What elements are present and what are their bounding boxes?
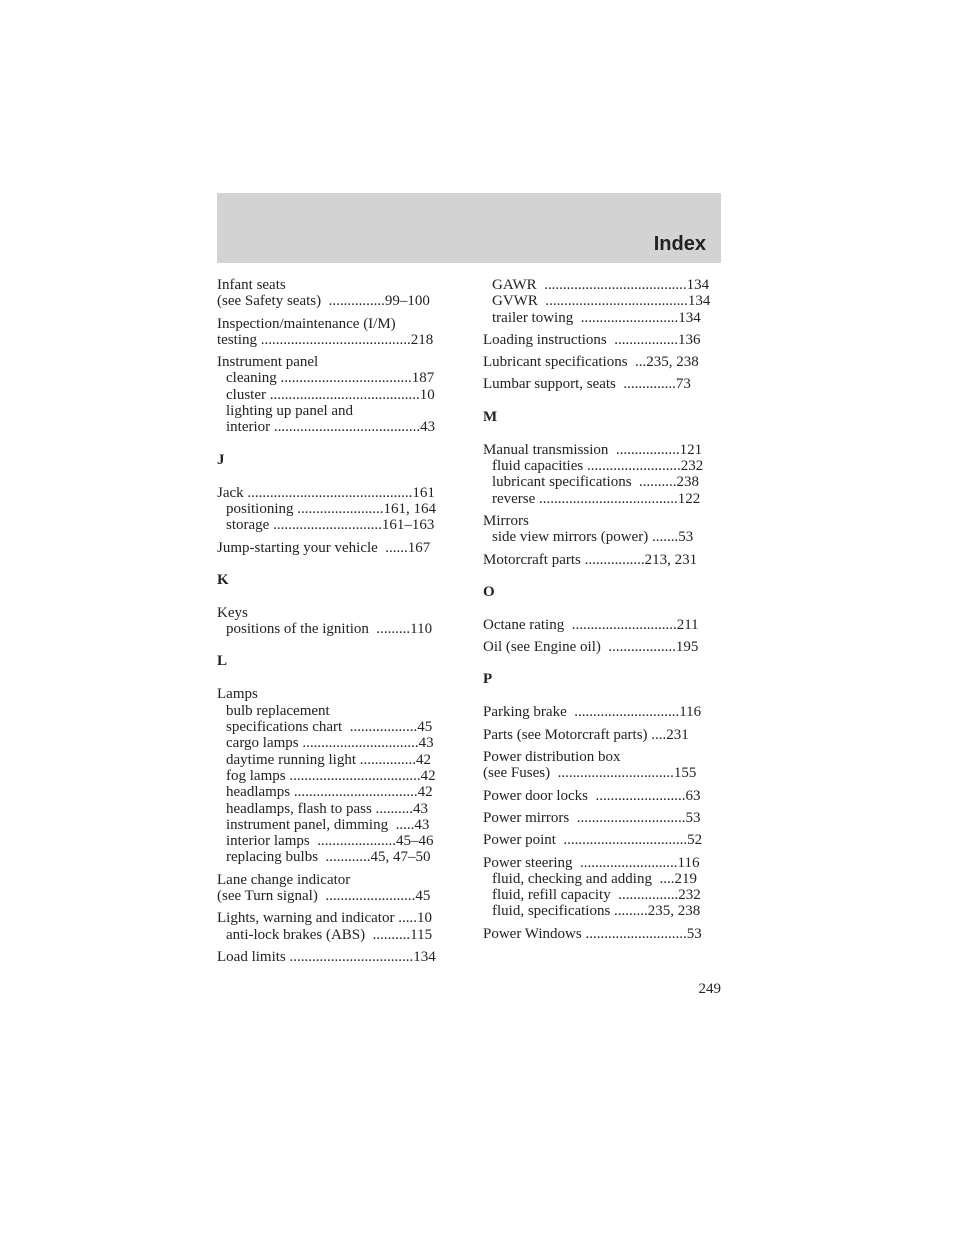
index-entry xyxy=(217,540,455,556)
index-entry-line: Parts (see Motorcraft parts) ....231 xyxy=(483,726,689,743)
index-subentry-line: fog lamps ...................................42 xyxy=(226,767,436,784)
index-entry-line: Power Windows ...........................53 xyxy=(483,925,702,942)
index-entry-line: Jump-starting your vehicle ......167 xyxy=(217,539,431,556)
index-entry-line: (see Fuses) ...............................155 xyxy=(483,765,697,782)
page-number: 249 xyxy=(698,981,721,997)
index-entry-line: Lane change indicator xyxy=(217,871,351,888)
section-letter: K xyxy=(217,571,229,588)
section-letter: P xyxy=(483,671,493,688)
index-entry xyxy=(483,376,721,392)
index-entry xyxy=(483,552,721,568)
index-subentry-line: bulb replacement xyxy=(226,702,330,719)
index-subentry-line: fluid, checking and adding ....219 xyxy=(492,870,697,887)
index-subentry-line: positioning .......................161, 164 xyxy=(226,500,437,517)
index-entry xyxy=(483,354,721,370)
index-header-bar xyxy=(217,193,721,263)
index-entry xyxy=(217,605,455,638)
section-letter: J xyxy=(217,451,225,468)
index-entry xyxy=(483,513,721,546)
index-entry-line: Jack ............................................161 xyxy=(217,484,435,501)
index-entry-line: (see Turn signal) ........................45 xyxy=(217,888,431,905)
index-subentry-line: cleaning ...................................187 xyxy=(226,370,435,387)
index-subentry-line: interior lamps .....................45–46 xyxy=(226,833,434,850)
index-subentry-line: anti-lock brakes (ABS) ..........115 xyxy=(226,926,433,943)
index-entry xyxy=(217,277,455,310)
index-entry-line: Power door locks ........................63 xyxy=(483,787,701,804)
index-subentry-line: interior .......................................43 xyxy=(226,419,436,436)
index-subentry-line: specifications chart ..................45 xyxy=(226,719,433,736)
index-entry xyxy=(217,910,455,943)
index-entry-line: Motorcraft parts ................213, 231 xyxy=(483,551,698,568)
index-subentry-line: cluster ........................................10 xyxy=(226,386,435,403)
index-subentry-line: replacing bulbs ............45, 47–50 xyxy=(226,849,431,866)
index-subentry-line: instrument panel, dimming .....43 xyxy=(226,816,430,833)
index-entry xyxy=(217,872,455,905)
page-title: Index xyxy=(653,233,706,255)
index-entry-line: Lamps xyxy=(217,686,258,703)
index-entry xyxy=(483,810,721,826)
index-entry xyxy=(483,749,721,782)
index-entry xyxy=(217,686,455,865)
index-entry xyxy=(483,855,721,920)
index-entry-line: Parking brake ............................116 xyxy=(483,704,702,721)
index-column-right xyxy=(483,277,721,942)
index-entry-line: Lubricant specifications ...235, 238 xyxy=(483,354,699,371)
index-entry-line: Inspection/maintenance (I/M) xyxy=(217,315,396,332)
section-letter: M xyxy=(483,408,498,425)
index-entry-line: Keys xyxy=(217,604,248,621)
index-subentry-line: lighting up panel and xyxy=(226,403,354,420)
index-subentry-line: fluid capacities .........................232 xyxy=(492,458,704,475)
index-subentry-line: positions of the ignition .........110 xyxy=(226,621,433,638)
index-subentry-line: fluid, specifications .........235, 238 xyxy=(492,903,701,920)
index-entry-line: Lumbar support, seats ..............73 xyxy=(483,376,691,393)
index-entry-line: Power mirrors .............................53 xyxy=(483,809,701,826)
index-entry xyxy=(483,788,721,804)
index-entry-line: testing ........................................218 xyxy=(217,331,434,348)
index-entry-line: Power steering ..........................116 xyxy=(483,854,700,871)
index-entry xyxy=(483,704,721,720)
index-entry-line: Power point .................................52 xyxy=(483,832,703,849)
index-subentry-line: reverse .....................................122 xyxy=(492,490,701,507)
index-entry-line: Mirrors xyxy=(483,512,529,529)
index-entry xyxy=(217,949,455,965)
index-entry xyxy=(217,354,455,435)
index-entry xyxy=(217,316,455,349)
index-entry xyxy=(483,926,721,942)
index-entry xyxy=(483,727,721,743)
index-subentry-line: headlamps, flash to pass ..........43 xyxy=(226,800,429,817)
index-entry xyxy=(483,442,721,507)
index-entry-line: Load limits .................................134 xyxy=(217,948,436,965)
index-entry xyxy=(483,832,721,848)
index-column-left xyxy=(217,277,455,965)
index-entry xyxy=(483,332,721,348)
index-entry-line: Power distribution box xyxy=(483,749,621,766)
index-entry-line: Manual transmission .................121 xyxy=(483,441,703,458)
index-entry-line: Oil (see Engine oil) ..................195 xyxy=(483,639,699,656)
index-subentry-line: fluid, refill capacity ................232 xyxy=(492,887,701,904)
index-entry xyxy=(483,617,721,633)
index-subentry-line: headlamps .................................42 xyxy=(226,784,433,801)
index-entry-line: Infant seats xyxy=(217,277,286,293)
index-subentry-line: lubricant specifications ..........238 xyxy=(492,474,700,491)
index-subentry-line: storage .............................161–163 xyxy=(226,517,435,534)
index-subentry-line: cargo lamps ...............................43 xyxy=(226,735,434,752)
section-letter: L xyxy=(217,653,228,670)
index-entry-line: Instrument panel xyxy=(217,354,319,371)
index-entry xyxy=(483,639,721,655)
index-subentry-line: GVWR ......................................134 xyxy=(492,293,711,310)
index-entry-line: (see Safety seats) ...............99–100 xyxy=(217,293,430,310)
section-letter: O xyxy=(483,583,495,600)
index-subentry-line: GAWR ......................................134 xyxy=(492,277,710,293)
index-entry-line: Lights, warning and indicator .....10 xyxy=(217,910,432,927)
index-entry xyxy=(483,277,721,326)
index-subentry-line: trailer towing ..........................134 xyxy=(492,309,701,326)
index-subentry-line: side view mirrors (power) .......53 xyxy=(492,529,694,546)
index-entry-line: Loading instructions .................136 xyxy=(483,331,701,348)
index-entry-line: Octane rating ............................211 xyxy=(483,616,699,633)
index-subentry-line: daytime running light ...............42 xyxy=(226,751,431,768)
index-entry xyxy=(217,485,455,534)
